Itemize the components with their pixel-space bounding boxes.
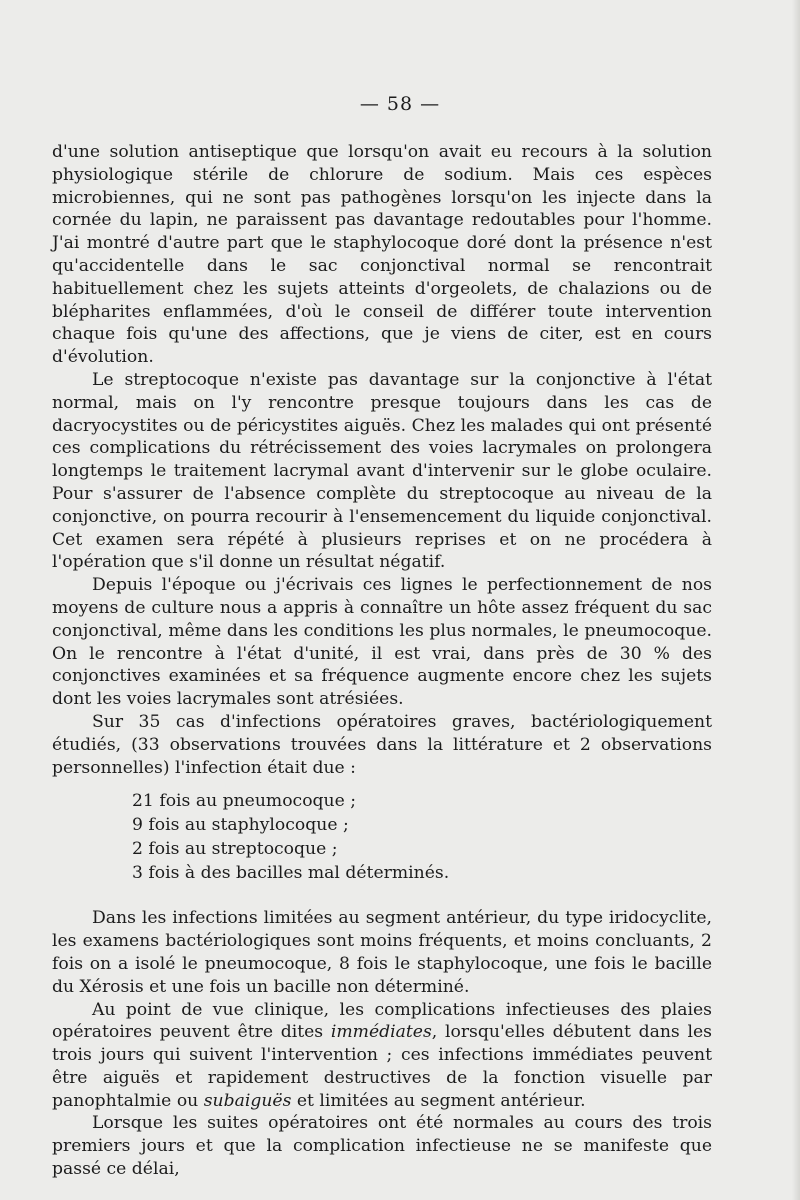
list-item: 9 fois au staphylocoque ; <box>132 815 349 836</box>
paragraph: d'une solution antiseptique que lorsqu'on avait eu recours à la solution physiologique stérile de chlorure de sodium. Mais ces espèces microbiennes, qui ne sont pas pathogènes lorsqu'on les injecte dans la cornée du lapin, ne paraissent pas davantage redoutables pour l'homme. J'ai montré d'autre part que le staphylocoque doré dont la présence n'est qu'accidentelle dans le sac conjonctival normal se rencontrait habituellement chez les sujets atteints d'orgeolets, de chalazions ou de blépharites enflammées, d'où le conseil de différer toute intervention chaque fois qu'une des affections, que je viens de citer, est en cours d'évolution. <box>52 142 712 368</box>
list-item: 3 fois à des bacilles mal déterminés. <box>132 863 450 884</box>
italic-term: immédiates <box>330 1022 432 1043</box>
infection-causes-list <box>132 789 712 885</box>
list-item: 21 fois au pneumocoque ; <box>132 791 357 812</box>
text-run: , lorsqu'elles débutent dans les trois jours qui suivent l'intervention ; ces infections immédiates peuvent être aiguës et rapidement destructives de la fonction visuelle par panophtalmie ou <box>52 1022 712 1111</box>
page-edge-shadow <box>792 0 800 1200</box>
paragraph: Le streptocoque n'existe pas davantage sur la conjonctive à l'état normal, mais on l'y rencontre presque toujours dans les cas de dacryocystites ou de péricystites aiguës. Chez les malades qui ont présenté ces complications du rétrécissement des voies lacrymales on prolongera longtemps le traitement lacrymal avant d'intervenir sur le globe oculaire. Pour s'assurer de l'absence complète du streptocoque au niveau de la conjonctive, on pourra recourir à l'ensemencement du liquide conjonctival. Cet examen sera répété à plusieurs reprises et on ne procédera à l'opération que s'il donne un résultat négatif. <box>52 369 712 573</box>
paragraph: Depuis l'époque ou j'écrivais ces lignes le perfectionnement de nos moyens de culture nous a appris à connaître un hôte assez fréquent du sac conjonctival, même dans les conditions les plus normales, le pneumocoque. On le rencontre à l'état d'unité, il est vrai, dans près de 30 % des conjonctives examinées et sa fréquence augmente encore chez les sujets dont les voies lacrymales sont atrésiées. <box>52 575 712 710</box>
paragraph: Dans les infections limitées au segment antérieur, du type iridocyclite, les examens bactériologiques sont moins fréquents, et moins concluants, 2 fois on a isolé le pneumocoque, 8 fois le staphylocoque, une fois le bacille du Xérosis et une fois un bacille non déterminé. <box>52 908 712 997</box>
list-item: 2 fois au streptocoque ; <box>132 839 338 860</box>
paragraph: Lorsque les suites opératoires ont été normales au cours des trois premiers jours et que la complication infectieuse ne se manifeste que passé ce délai, <box>52 1113 712 1180</box>
text-run: Au point de vue clinique, les complications infectieuses des plaies opératoires peuvent être dites <box>52 999 712 1043</box>
text-run: et limitées au segment antérieur. <box>291 1090 586 1111</box>
paragraph <box>52 999 712 1113</box>
page-number: — 58 — <box>359 93 441 115</box>
italic-term: subaiguës <box>203 1090 292 1111</box>
paragraph: Sur 35 cas d'infections opératoires graves, bactériologiquement étudiés, (33 observations trouvées dans la littérature et 2 observations personnelles) l'infection était due : <box>52 711 712 778</box>
page-body <box>52 141 712 1181</box>
